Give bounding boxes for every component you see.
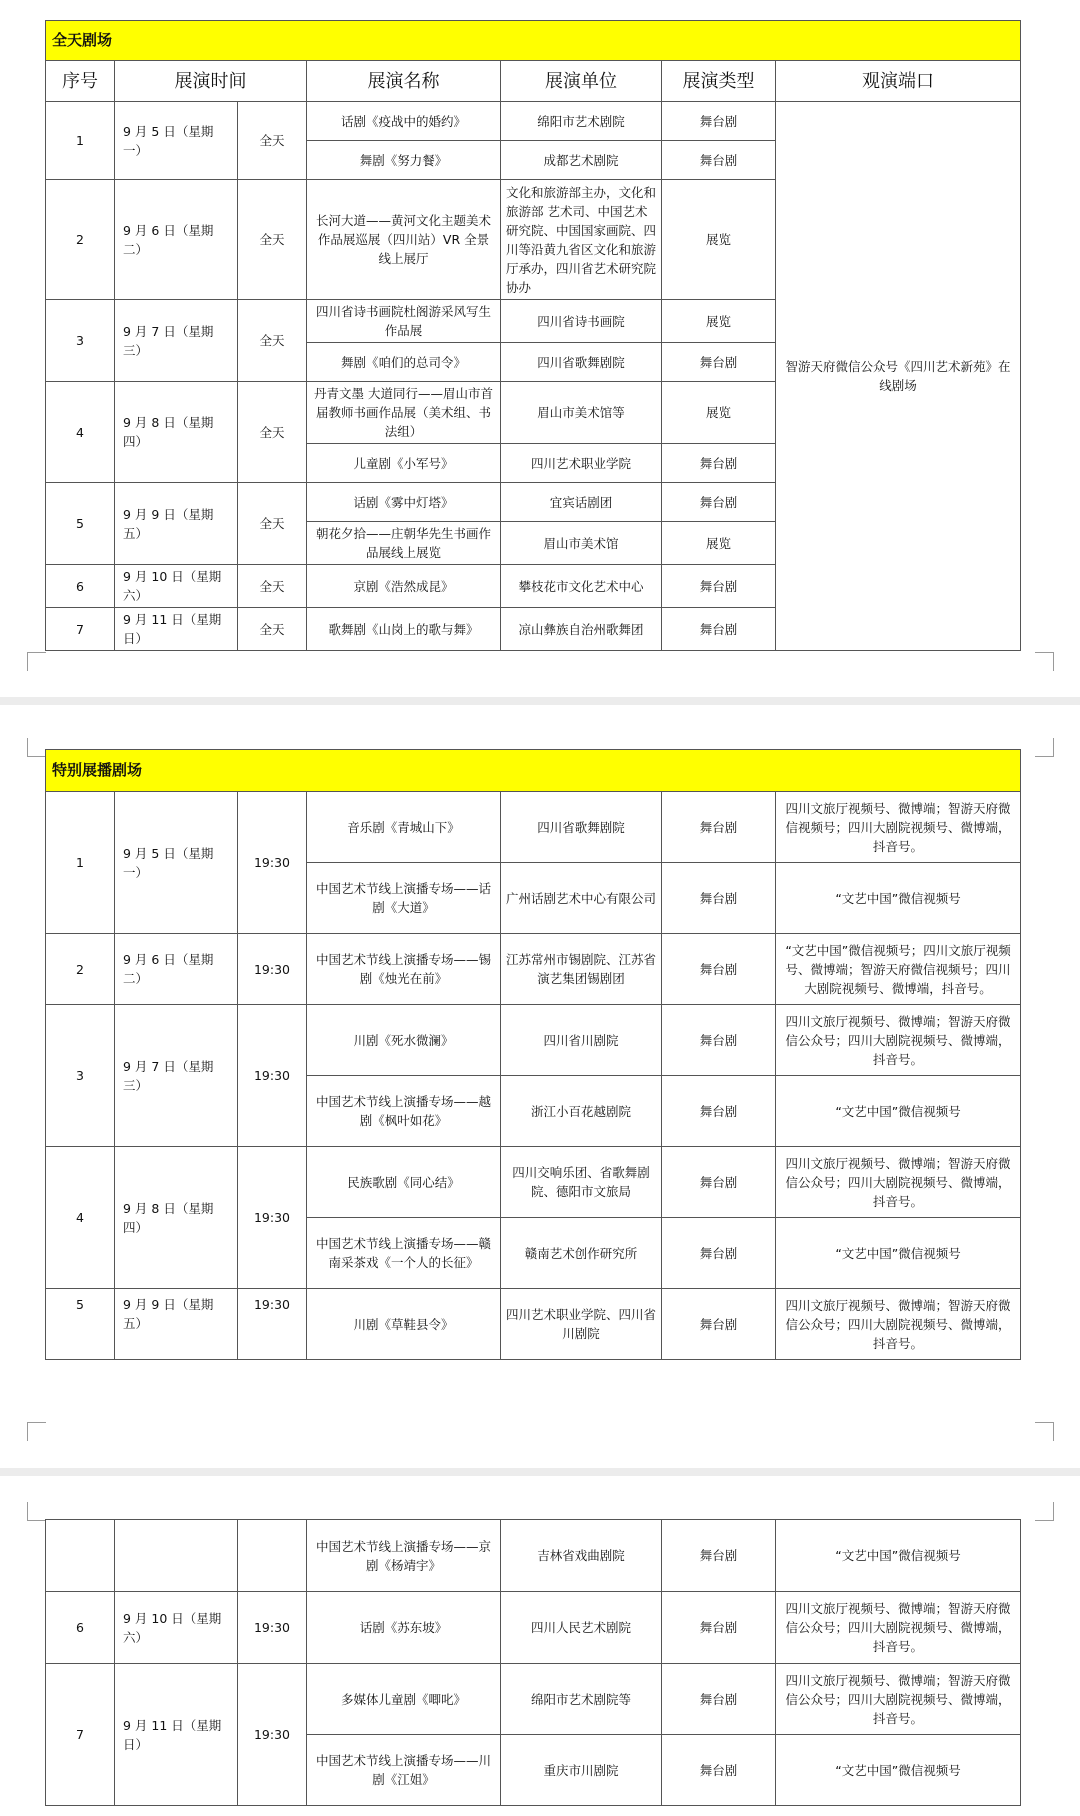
- header-time: 展演时间: [115, 61, 307, 102]
- row-index: 2: [46, 934, 115, 1005]
- event-unit: 四川艺术职业学院: [501, 444, 662, 483]
- header-unit: 展演单位: [501, 61, 662, 102]
- row-date: 9 月 5 日（星期一）: [115, 102, 238, 180]
- event-type: 舞台剧: [662, 863, 776, 934]
- viewing-port: 四川文旅厅视频号、微博端；智游天府微信视频号；四川大剧院视频号、微博端，抖音号。: [776, 792, 1021, 863]
- page-separator: [0, 697, 1080, 705]
- event-unit: 绵阳市艺术剧院等: [501, 1664, 662, 1735]
- viewing-port: 四川文旅厅视频号、微博端；智游天府微信公众号；四川大剧院视频号、微博端，抖音号。: [776, 1005, 1021, 1076]
- row-date: 9 月 10 日（星期六）: [115, 1592, 238, 1664]
- event-type: 舞台剧: [662, 1218, 776, 1289]
- event-type: 展览: [662, 300, 776, 343]
- event-name: 舞剧《努力餐》: [307, 141, 501, 180]
- event-name: 长河大道——黄河文化主题美术作品展巡展（四川站）VR 全景线上展厅: [307, 180, 501, 300]
- event-type: 舞台剧: [662, 934, 776, 1005]
- row-time: 19:30: [238, 934, 307, 1005]
- section-title: 特别展播剧场: [46, 750, 1021, 792]
- event-unit: 攀枝花市文化艺术中心: [501, 565, 662, 608]
- row-time: 19:30: [238, 1147, 307, 1289]
- row-time: 19:30: [238, 1289, 307, 1360]
- header-index: 序号: [46, 61, 115, 102]
- event-name: 川剧《草鞋县令》: [307, 1289, 501, 1360]
- row-index: 4: [46, 1147, 115, 1289]
- event-type: 舞台剧: [662, 1005, 776, 1076]
- event-unit: 四川省诗书画院: [501, 300, 662, 343]
- row-time: 全天: [238, 300, 307, 382]
- row-index: 7: [46, 1664, 115, 1806]
- table-row: [46, 102, 1021, 141]
- event-type: 舞台剧: [662, 608, 776, 651]
- row-date: 9 月 11 日（星期日）: [115, 608, 238, 651]
- event-unit: 广州话剧艺术中心有限公司: [501, 863, 662, 934]
- row-time: 全天: [238, 382, 307, 483]
- event-unit: 宜宾话剧团: [501, 483, 662, 522]
- row-time: 全天: [238, 102, 307, 180]
- event-name: 歌舞剧《山岗上的歌与舞》: [307, 608, 501, 651]
- event-name: 话剧《苏东坡》: [307, 1592, 501, 1664]
- table-row: [46, 1520, 1021, 1592]
- event-unit: 眉山市美术馆等: [501, 382, 662, 444]
- row-time: 全天: [238, 608, 307, 651]
- viewing-port: “文艺中国”微信视频号: [776, 1735, 1021, 1806]
- all-day-theater-table: [45, 20, 1021, 651]
- event-name: 中国艺术节线上演播专场——话剧《大道》: [307, 863, 501, 934]
- event-unit: 江苏常州市锡剧院、江苏省演艺集团锡剧团: [501, 934, 662, 1005]
- row-date: 9 月 6 日（星期二）: [115, 180, 238, 300]
- event-name: 话剧《雾中灯塔》: [307, 483, 501, 522]
- event-type: 舞台剧: [662, 565, 776, 608]
- event-type: 舞台剧: [662, 444, 776, 483]
- table-row: [46, 1005, 1021, 1076]
- event-type: 展览: [662, 180, 776, 300]
- event-unit: 四川交响乐团、省歌舞剧院、德阳市文旅局: [501, 1147, 662, 1218]
- event-name: 舞剧《咱们的总司令》: [307, 343, 501, 382]
- row-date: 9 月 8 日（星期四）: [115, 1147, 238, 1289]
- row-time: [238, 1520, 307, 1592]
- page-corner-mark: [1035, 1422, 1054, 1441]
- event-unit: 眉山市美术馆: [501, 522, 662, 565]
- table-row: [46, 934, 1021, 1005]
- event-unit: 凉山彝族自治州歌舞团: [501, 608, 662, 651]
- row-date: 9 月 10 日（星期六）: [115, 565, 238, 608]
- header-type: 展演类型: [662, 61, 776, 102]
- table-row: [46, 61, 1021, 102]
- event-type: 舞台剧: [662, 1289, 776, 1360]
- row-index: 4: [46, 382, 115, 483]
- viewing-port: “文艺中国”微信视频号: [776, 1076, 1021, 1147]
- event-name: 四川省诗书画院杜阁游采风写生作品展: [307, 300, 501, 343]
- event-type: 舞台剧: [662, 792, 776, 863]
- event-type: 舞台剧: [662, 1147, 776, 1218]
- page-separator: [0, 1468, 1080, 1476]
- event-name: 音乐剧《青城山下》: [307, 792, 501, 863]
- viewing-port: 四川文旅厅视频号、微博端；智游天府微信公众号；四川大剧院视频号、微博端，抖音号。: [776, 1592, 1021, 1664]
- event-name: 中国艺术节线上演播专场——越剧《枫叶如花》: [307, 1076, 501, 1147]
- table-row: [46, 1289, 1021, 1360]
- event-type: 展览: [662, 522, 776, 565]
- row-index: [46, 1520, 115, 1592]
- special-broadcast-table-continued: [45, 1519, 1021, 1806]
- row-time: 全天: [238, 565, 307, 608]
- event-name: 中国艺术节线上演播专场——川剧《江姐》: [307, 1735, 501, 1806]
- row-time: 19:30: [238, 1664, 307, 1806]
- row-index: 1: [46, 102, 115, 180]
- event-unit: 四川省歌舞剧院: [501, 792, 662, 863]
- event-type: 舞台剧: [662, 1664, 776, 1735]
- event-unit: 重庆市川剧院: [501, 1735, 662, 1806]
- viewing-port: 四川文旅厅视频号、微博端；智游天府微信公众号；四川大剧院视频号、微博端，抖音号。: [776, 1147, 1021, 1218]
- event-unit: 四川省歌舞剧院: [501, 343, 662, 382]
- event-unit: 浙江小百花越剧院: [501, 1076, 662, 1147]
- row-index: 6: [46, 1592, 115, 1664]
- event-name: 儿童剧《小军号》: [307, 444, 501, 483]
- event-name: 朝花夕拾——庄朝华先生书画作品展线上展览: [307, 522, 501, 565]
- row-date: [115, 1520, 238, 1592]
- viewing-port: “文艺中国”微信视频号: [776, 1218, 1021, 1289]
- event-type: 展览: [662, 382, 776, 444]
- event-type: 舞台剧: [662, 1520, 776, 1592]
- event-name: 话剧《疫战中的婚约》: [307, 102, 501, 141]
- event-type: 舞台剧: [662, 141, 776, 180]
- table-row: [46, 1664, 1021, 1735]
- event-unit: 吉林省戏曲剧院: [501, 1520, 662, 1592]
- row-date: 9 月 9 日（星期五）: [115, 1289, 238, 1360]
- row-index: 2: [46, 180, 115, 300]
- table-row: [46, 1592, 1021, 1664]
- viewing-port: “文艺中国”微信视频号: [776, 1520, 1021, 1592]
- event-type: 舞台剧: [662, 102, 776, 141]
- row-index: 3: [46, 300, 115, 382]
- section-title: 全天剧场: [46, 21, 1021, 61]
- event-unit: 文化和旅游部主办，文化和旅游部 艺术司、中国艺术研究院、中国国家画院、四川等沿黄九省区文化和旅游厅承办，四川省艺术研究院协办: [501, 180, 662, 300]
- row-index: 5: [46, 1289, 115, 1360]
- table-row: [46, 1147, 1021, 1218]
- event-name: 中国艺术节线上演播专场——京剧《杨靖宇》: [307, 1520, 501, 1592]
- event-name: 多媒体儿童剧《唧叱》: [307, 1664, 501, 1735]
- row-index: 1: [46, 792, 115, 934]
- page-corner-mark: [27, 1422, 46, 1441]
- row-time: 全天: [238, 180, 307, 300]
- event-unit: 成都艺术剧院: [501, 141, 662, 180]
- event-unit: 四川艺术职业学院、四川省川剧院: [501, 1289, 662, 1360]
- special-broadcast-table: [45, 749, 1021, 1360]
- event-name: 民族歌剧《同心结》: [307, 1147, 501, 1218]
- viewing-port: 四川文旅厅视频号、微博端；智游天府微信公众号；四川大剧院视频号、微博端，抖音号。: [776, 1664, 1021, 1735]
- viewing-port: “文艺中国”微信视频号: [776, 863, 1021, 934]
- header-name: 展演名称: [307, 61, 501, 102]
- event-name: 京剧《浩然成昆》: [307, 565, 501, 608]
- event-type: 舞台剧: [662, 1592, 776, 1664]
- row-date: 9 月 5 日（星期一）: [115, 792, 238, 934]
- event-name: 川剧《死水微澜》: [307, 1005, 501, 1076]
- row-date: 9 月 7 日（星期三）: [115, 1005, 238, 1147]
- header-port: 观演端口: [776, 61, 1021, 102]
- viewing-port: “文艺中国”微信视频号；四川文旅厅视频号、微博端；智游天府微信视频号；四川大剧院视频号、微博端，抖音号。: [776, 934, 1021, 1005]
- viewing-port: 智游天府微信公众号《四川艺术新苑》在线剧场: [776, 102, 1021, 651]
- row-index: 5: [46, 483, 115, 565]
- row-index: 6: [46, 565, 115, 608]
- page-corner-mark: [1035, 652, 1054, 671]
- table-row: [46, 792, 1021, 863]
- row-index: 3: [46, 1005, 115, 1147]
- event-type: 舞台剧: [662, 343, 776, 382]
- event-unit: 四川人民艺术剧院: [501, 1592, 662, 1664]
- event-type: 舞台剧: [662, 1076, 776, 1147]
- row-date: 9 月 8 日（星期四）: [115, 382, 238, 483]
- row-time: 19:30: [238, 1592, 307, 1664]
- row-date: 9 月 6 日（星期二）: [115, 934, 238, 1005]
- row-time: 全天: [238, 483, 307, 565]
- event-unit: 绵阳市艺术剧院: [501, 102, 662, 141]
- event-type: 舞台剧: [662, 483, 776, 522]
- event-type: 舞台剧: [662, 1735, 776, 1806]
- event-name: 丹青文墨 大道同行——眉山市首届教师书画作品展（美术组、书法组）: [307, 382, 501, 444]
- page-corner-mark: [1035, 738, 1054, 757]
- row-date: 9 月 9 日（星期五）: [115, 483, 238, 565]
- row-date: 9 月 7 日（星期三）: [115, 300, 238, 382]
- event-unit: 四川省川剧院: [501, 1005, 662, 1076]
- table-row: [46, 21, 1021, 61]
- event-name: 中国艺术节线上演播专场——赣南采茶戏《一个人的长征》: [307, 1218, 501, 1289]
- page-corner-mark: [27, 738, 46, 757]
- row-time: 19:30: [238, 1005, 307, 1147]
- event-unit: 赣南艺术创作研究所: [501, 1218, 662, 1289]
- row-index: 7: [46, 608, 115, 651]
- event-name: 中国艺术节线上演播专场——锡剧《烛光在前》: [307, 934, 501, 1005]
- table-row: [46, 750, 1021, 792]
- row-time: 19:30: [238, 792, 307, 934]
- page-corner-mark: [27, 1502, 46, 1521]
- row-date: 9 月 11 日（星期日）: [115, 1664, 238, 1806]
- viewing-port: 四川文旅厅视频号、微博端；智游天府微信公众号；四川大剧院视频号、微博端，抖音号。: [776, 1289, 1021, 1360]
- page-corner-mark: [27, 652, 46, 671]
- page-corner-mark: [1035, 1502, 1054, 1521]
